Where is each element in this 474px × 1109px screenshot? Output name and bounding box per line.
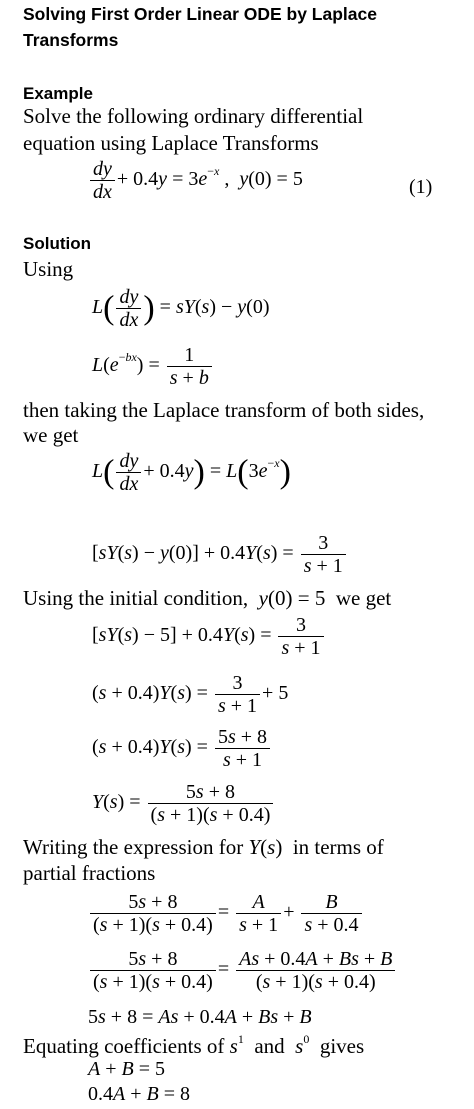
solution-ys: Y(s) = $\frac{5s + 8}{(s + 1)(s + 0.4)}$ xyxy=(92,781,275,826)
coefficient-equation-2: 0.4A + B = 8 xyxy=(88,1083,190,1105)
equating-text: Equating coefficients of $s^1$ and $s^0$ gives xyxy=(23,1032,365,1058)
combined-equation: (s + 0.4)Y(s) = $\frac{5s + 8}{s + 1}$ xyxy=(92,726,272,771)
example-text-line2: equation using Laplace Transforms xyxy=(23,131,319,155)
then-text-line1: then taking the Laplace transform of both sides, xyxy=(23,398,425,422)
document-title-line2: Transforms xyxy=(23,30,119,50)
collected-equation: (s + 0.4)Y(s) = $\frac{3}{s + 1}$ + 5 xyxy=(92,672,289,717)
laplace-both-sides: L( $\frac{dy}{dx}$ + $0.4y) = L(3e^{-x})$ xyxy=(92,450,291,495)
writing-text-line1: Writing the expression for Y(s) in terms of xyxy=(23,835,384,859)
using-text: Using xyxy=(23,257,74,281)
equation-ode: $\frac{dy}{dx}$ + $0.4y = 3e^{-x}$ , y(0) = 5 xyxy=(88,158,303,203)
then-text-line2: we get xyxy=(23,423,79,447)
equation-number: (1) xyxy=(409,176,433,198)
transformed-equation: [sY(s) − y(0)] + 0.4Y(s) = $\frac{3}{s + 1}$ xyxy=(92,532,348,577)
partial-fraction-form: $\frac{5s + 8}{(s + 1)(s + 0.4)}$ = $\frac{A}{s + 1}$ + $\frac{B}{s + 0.4}$ xyxy=(88,891,364,936)
laplace-exponential-rule: $L(e^{-bx})$ = $\frac{1}{s + b}$ xyxy=(92,344,214,389)
solution-heading: Solution xyxy=(23,234,91,253)
initial-condition-text: Using the initial condition, y(0) = 5 we get xyxy=(23,586,392,610)
writing-text-line2: partial fractions xyxy=(23,861,156,885)
example-heading: Example xyxy=(23,84,93,103)
laplace-derivative-rule: L( $\frac{dy}{dx}$ ) = sY(s) − y(0) xyxy=(92,286,270,331)
substituted-equation: [sY(s) − 5] + 0.4Y(s) = $\frac{3}{s + 1}$ xyxy=(92,614,326,659)
document-title-line1: Solving First Order Linear ODE by Laplace xyxy=(23,4,377,24)
numerator-identity: 5s + 8 = As + 0.4A + Bs + B xyxy=(88,1006,312,1028)
coefficient-equation-1: A + B = 5 xyxy=(88,1058,165,1080)
example-text-line1: Solve the following ordinary differential xyxy=(23,104,364,128)
partial-fraction-combined: $\frac{5s + 8}{(s + 1)(s + 0.4)}$ = $\frac{As + 0.4A + Bs + B}{(s + 1)(s + 0.4)}$ xyxy=(88,948,397,993)
